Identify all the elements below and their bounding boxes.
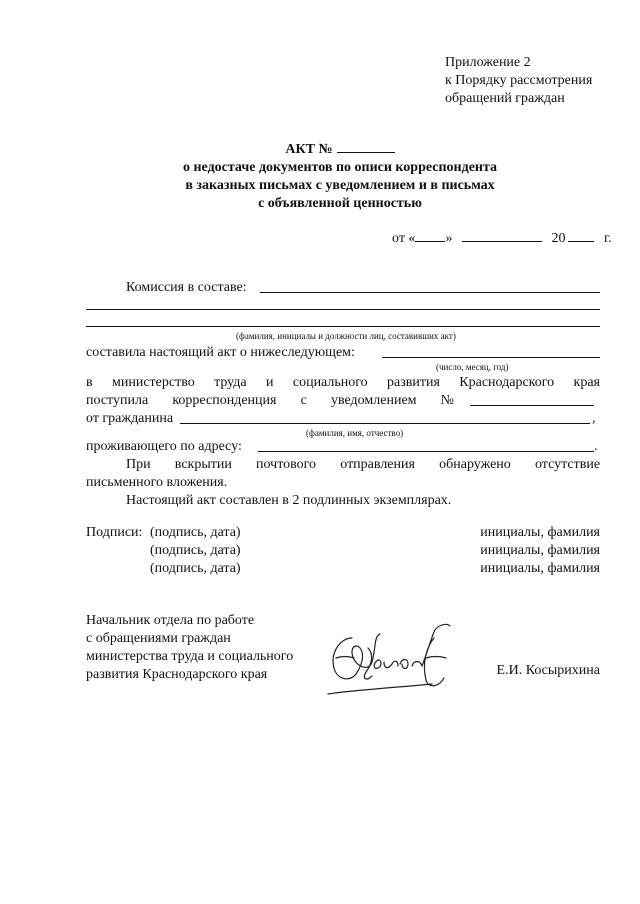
signature-row-1-left: (подпись, дата) bbox=[150, 525, 241, 540]
signatures-label: Подписи: bbox=[86, 525, 143, 540]
act-label: АКТ № bbox=[285, 142, 333, 157]
date-year-suffix: г. bbox=[603, 231, 612, 246]
appendix-block bbox=[445, 54, 592, 108]
word: и bbox=[266, 375, 274, 390]
head-line-2: с обращениями граждан bbox=[86, 631, 231, 646]
opening-line bbox=[126, 456, 600, 474]
citizen-hint: (фамилия, имя, отчество) bbox=[306, 428, 404, 438]
address-field[interactable] bbox=[258, 451, 594, 452]
word: вскрытии bbox=[174, 457, 232, 472]
word: уведомлением bbox=[330, 393, 417, 408]
date-row bbox=[392, 228, 612, 248]
word: отсутствие bbox=[534, 457, 601, 472]
word: отправления bbox=[340, 457, 415, 472]
date-year-field[interactable] bbox=[568, 228, 594, 242]
signature-row-2-right: инициалы, фамилия bbox=[480, 543, 600, 558]
act-number-field[interactable] bbox=[337, 140, 395, 153]
head-name: Е.И. Косырихина bbox=[496, 663, 600, 678]
word: поступила bbox=[86, 393, 149, 408]
word: развития bbox=[387, 375, 440, 390]
head-line-3: министерства труда и социального bbox=[86, 649, 294, 664]
citizen-name-field[interactable] bbox=[180, 423, 590, 424]
date-year-prefix: 20 bbox=[551, 231, 566, 246]
word: края bbox=[573, 375, 600, 390]
word: При bbox=[126, 457, 151, 472]
commission-field-3[interactable] bbox=[86, 326, 600, 327]
appendix-line-1: Приложение 2 bbox=[445, 55, 531, 70]
word: корреспонденция bbox=[172, 393, 277, 408]
received-line bbox=[86, 392, 454, 410]
title-line-4: с объявленной ценностью bbox=[258, 196, 422, 211]
appendix-line-3: обращений граждан bbox=[445, 91, 565, 106]
date-from-label: от « bbox=[392, 231, 416, 246]
period: . bbox=[594, 439, 598, 454]
commission-field-1[interactable] bbox=[260, 292, 600, 293]
date-day-field[interactable] bbox=[415, 228, 445, 242]
appendix-line-2: к Порядку рассмотрения bbox=[445, 73, 593, 88]
ministry-line bbox=[86, 374, 600, 392]
title-line-3: в заказных письмах с уведомлением и в письмах bbox=[185, 178, 495, 193]
signature-row-3-left: (подпись, дата) bbox=[150, 561, 241, 576]
copies-text: Настоящий акт составлен в 2 подлинных экземплярах. bbox=[126, 493, 452, 508]
document-title bbox=[60, 140, 620, 213]
signature-row-3-right: инициалы, фамилия bbox=[480, 561, 600, 576]
signature-row-1-right: инициалы, фамилия bbox=[480, 525, 600, 540]
commission-hint: (фамилия, инициалы и должности лиц, составивших акт) bbox=[236, 331, 456, 341]
word: почтового bbox=[256, 457, 317, 472]
correspondence-number-field[interactable] bbox=[470, 405, 594, 406]
head-line-4: развития Краснодарского края bbox=[86, 667, 268, 682]
date-quote-close: » bbox=[445, 231, 453, 246]
compiled-date-field[interactable] bbox=[382, 357, 600, 358]
head-line-1: Начальник отдела по работе bbox=[86, 613, 255, 628]
handwritten-signature bbox=[322, 608, 462, 718]
word: труда bbox=[214, 375, 247, 390]
word: министерство bbox=[111, 375, 195, 390]
residing-label: проживающего по адресу: bbox=[86, 439, 242, 454]
word: социального bbox=[292, 375, 368, 390]
date-month-field[interactable] bbox=[462, 228, 542, 242]
word: обнаружено bbox=[439, 457, 511, 472]
commission-label: Комиссия в составе: bbox=[126, 280, 247, 295]
word: № bbox=[440, 393, 455, 408]
compiled-text: составила настоящий акт о нижеследующем: bbox=[86, 345, 355, 360]
compiled-date-hint: (число, месяц, год) bbox=[436, 362, 509, 372]
from-citizen-label: от гражданина bbox=[86, 411, 174, 426]
comma: , bbox=[592, 411, 596, 426]
commission-field-2[interactable] bbox=[86, 309, 600, 310]
word: в bbox=[86, 375, 93, 390]
title-line-2: о недостаче документов по описи корреспондента bbox=[182, 160, 498, 175]
signature-row-2-left: (подпись, дата) bbox=[150, 543, 241, 558]
act-number-row bbox=[60, 140, 620, 159]
opening-line-2: письменного вложения. bbox=[86, 475, 228, 490]
word: Краснодарского bbox=[459, 375, 555, 390]
word: с bbox=[300, 393, 307, 408]
